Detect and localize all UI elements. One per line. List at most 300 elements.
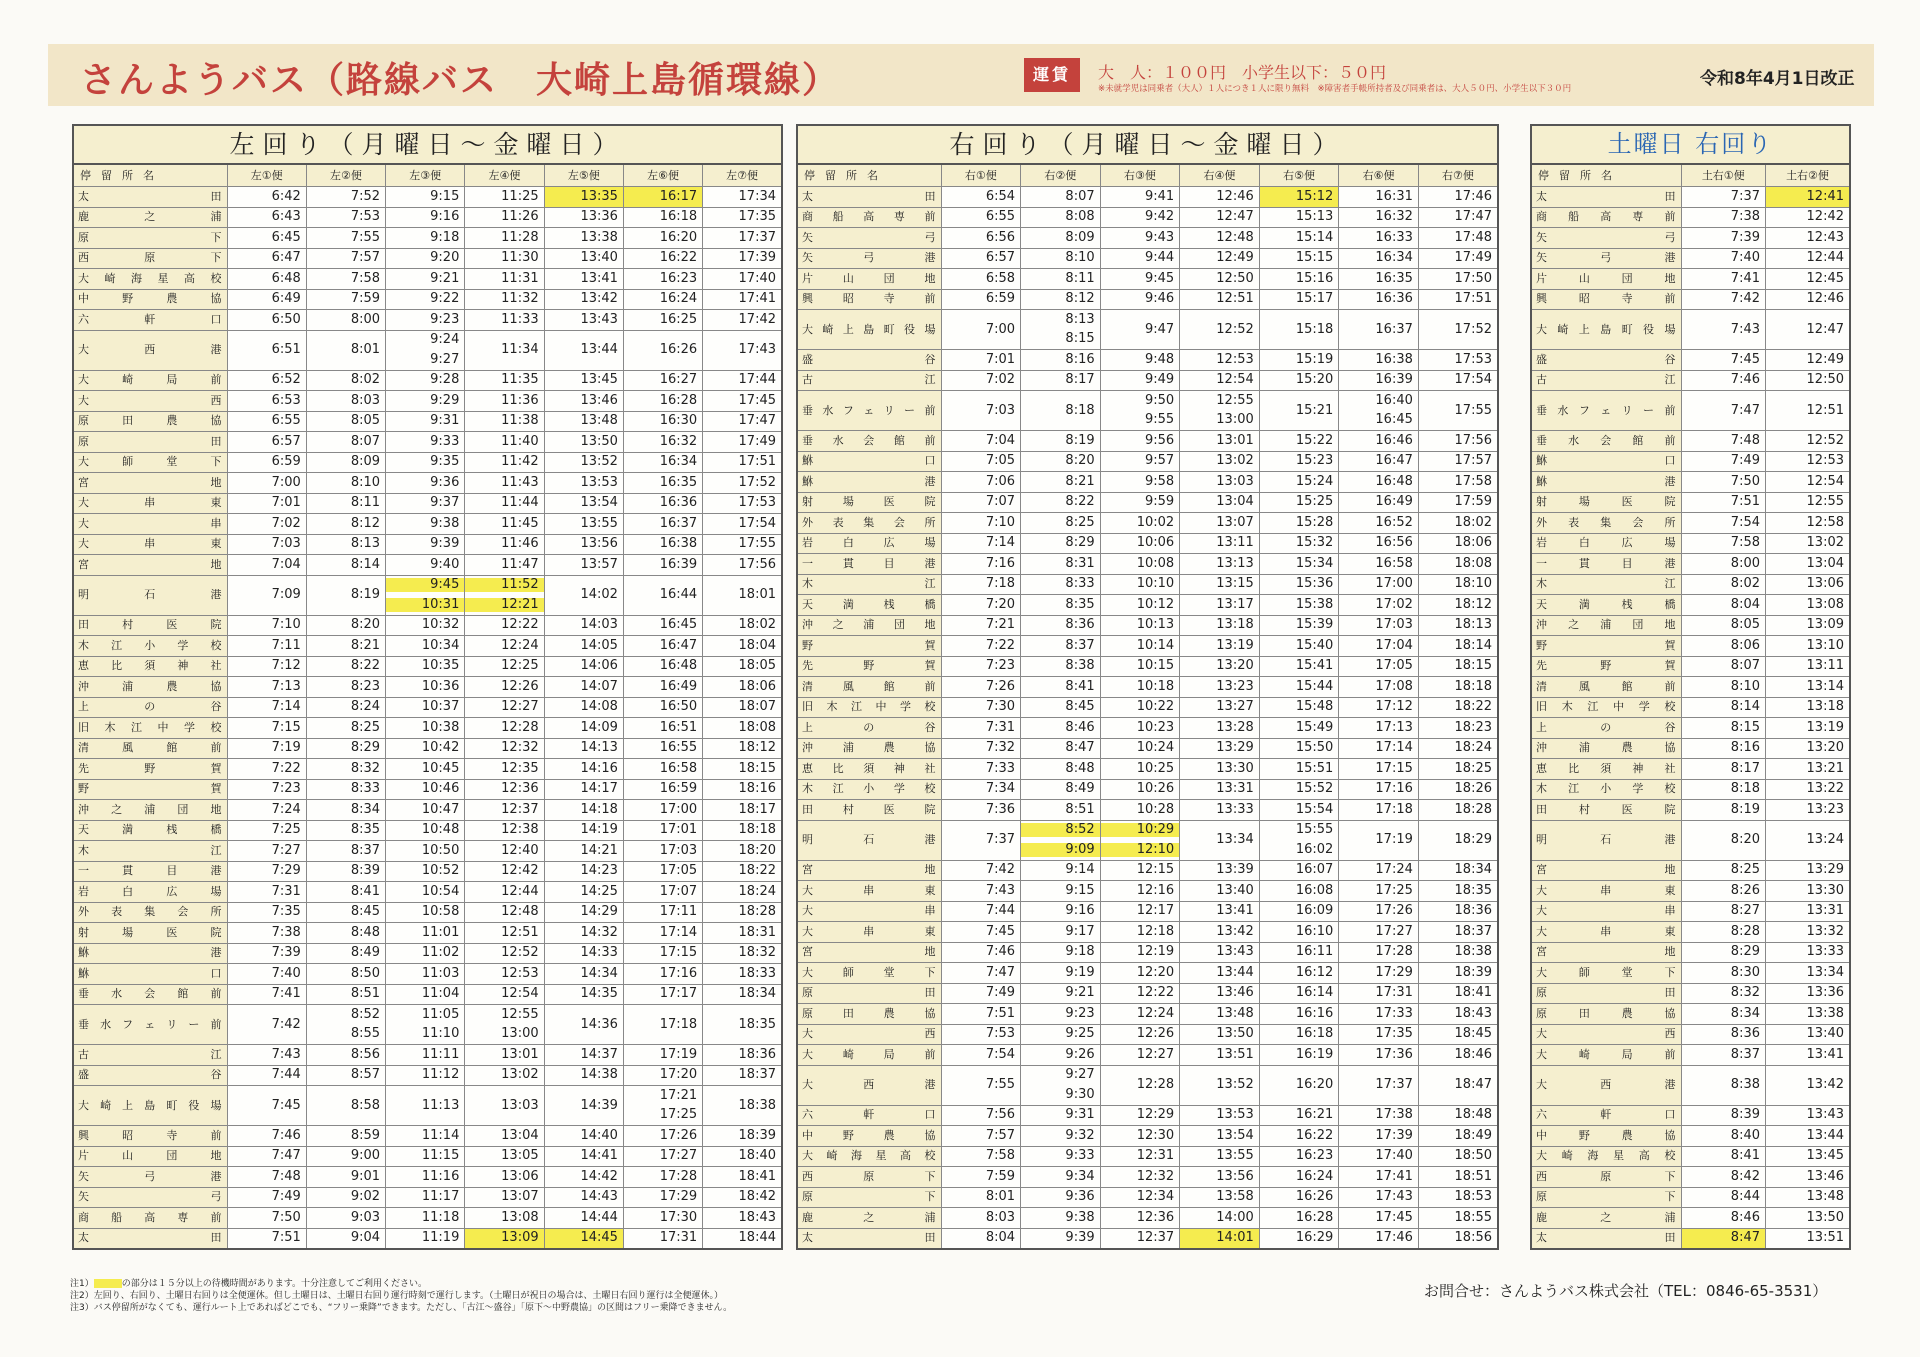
departure-time: 11:30 bbox=[465, 248, 544, 269]
departure-time: 13:07 bbox=[1180, 513, 1260, 534]
departure-time: 9:21 bbox=[386, 269, 465, 290]
table-row bbox=[1531, 1105, 1850, 1126]
departure-time: 14:41 bbox=[544, 1146, 623, 1167]
departure-time: 8:37 bbox=[1681, 1045, 1766, 1066]
departure-time: 18:28 bbox=[1418, 800, 1498, 821]
departure-time: 8:20 bbox=[1021, 451, 1101, 472]
stop-name: 鮴 口 bbox=[797, 451, 941, 472]
departure-time: 13:48 bbox=[1180, 1004, 1260, 1025]
departure-time: 7:53 bbox=[941, 1024, 1021, 1045]
departure-time: 17:29 bbox=[1339, 963, 1419, 984]
departure-time: 18:50 bbox=[1418, 1146, 1498, 1167]
stop-name: 田 村 医 院 bbox=[73, 615, 227, 636]
stop-name: 大 串 bbox=[1531, 901, 1681, 922]
departure-time: 13:45 bbox=[1766, 1146, 1851, 1167]
departure-time bbox=[1021, 1065, 1101, 1105]
departure-time: 18:13 bbox=[1418, 615, 1498, 636]
panel-title: 左回り（月曜日～金曜日） bbox=[72, 124, 783, 163]
stop-name: 垂 水 フ ェ リ ー 前 bbox=[1531, 391, 1681, 431]
stop-name: 原 田 農 協 bbox=[73, 411, 227, 432]
departure-time: 8:14 bbox=[306, 555, 385, 576]
arrive-depart-time: 16:40 bbox=[1375, 392, 1413, 408]
departure-time: 7:49 bbox=[227, 1187, 306, 1208]
departure-time: 7:57 bbox=[306, 248, 385, 269]
table-row bbox=[73, 943, 782, 964]
departure-time: 17:33 bbox=[1339, 1004, 1419, 1025]
departure-time: 16:48 bbox=[623, 656, 702, 677]
departure-time: 12:36 bbox=[1100, 1208, 1180, 1229]
departure-time: 12:50 bbox=[1180, 269, 1260, 290]
departure-time: 18:44 bbox=[703, 1228, 782, 1249]
departure-time: 8:42 bbox=[1681, 1167, 1766, 1188]
departure-time: 16:56 bbox=[1339, 533, 1419, 554]
table-row bbox=[1531, 779, 1850, 800]
departure-time: 8:47 bbox=[1021, 738, 1101, 759]
departure-time: 18:22 bbox=[1418, 697, 1498, 718]
departure-time: 10:26 bbox=[1100, 779, 1180, 800]
departure-time: 17:00 bbox=[1339, 574, 1419, 595]
departure-time: 13:54 bbox=[544, 493, 623, 514]
departure-time: 16:35 bbox=[623, 473, 702, 494]
table-row bbox=[1531, 983, 1850, 1004]
departure-time: 13:31 bbox=[1180, 779, 1260, 800]
departure-time: 18:36 bbox=[703, 1045, 782, 1066]
departure-time: 13:56 bbox=[1180, 1167, 1260, 1188]
departure-time: 17:45 bbox=[703, 391, 782, 412]
stop-name: 西 原 下 bbox=[73, 248, 227, 269]
departure-time: 17:31 bbox=[1339, 983, 1419, 1004]
departure-time: 9:17 bbox=[1021, 922, 1101, 943]
table-row bbox=[73, 473, 782, 494]
departure-time: 14:08 bbox=[544, 697, 623, 718]
departure-time: 17:29 bbox=[623, 1187, 702, 1208]
departure-time: 9:42 bbox=[1100, 207, 1180, 228]
table-row bbox=[1531, 492, 1850, 513]
departure-time: 10:12 bbox=[1100, 595, 1180, 616]
departure-time: 7:37 bbox=[941, 820, 1021, 860]
departure-time: 8:28 bbox=[1681, 922, 1766, 943]
departure-time: 17:30 bbox=[623, 1208, 702, 1229]
departure-time: 7:18 bbox=[941, 574, 1021, 595]
stop-name: 原 田 農 協 bbox=[797, 1004, 941, 1025]
departure-time: 16:21 bbox=[1259, 1105, 1339, 1126]
departure-time: 17:43 bbox=[1339, 1187, 1419, 1208]
stop-name: 太 田 bbox=[1531, 187, 1681, 208]
departure-time: 8:10 bbox=[1681, 677, 1766, 698]
table-row bbox=[797, 656, 1498, 677]
departure-time: 18:05 bbox=[703, 656, 782, 677]
departure-time: 7:46 bbox=[1681, 370, 1766, 391]
stop-name: 宮 地 bbox=[1531, 942, 1681, 963]
departure-time: 15:22 bbox=[1259, 431, 1339, 452]
departure-time: 17:28 bbox=[623, 1167, 702, 1188]
departure-time: 7:58 bbox=[306, 269, 385, 290]
departure-time: 8:20 bbox=[1681, 820, 1766, 860]
departure-time: 18:23 bbox=[1418, 718, 1498, 739]
departure-time: 13:50 bbox=[1180, 1024, 1260, 1045]
stop-name: 野 賀 bbox=[797, 636, 941, 657]
stop-name: 宮 地 bbox=[73, 473, 227, 494]
fare-badge: 運賃 bbox=[1024, 58, 1080, 92]
departure-time: 10:32 bbox=[386, 615, 465, 636]
departure-time: 7:05 bbox=[941, 451, 1021, 472]
departure-time: 7:00 bbox=[941, 310, 1021, 350]
departure-time: 11:47 bbox=[465, 555, 544, 576]
departure-time: 17:38 bbox=[1339, 1105, 1419, 1126]
departure-time: 15:18 bbox=[1259, 310, 1339, 350]
table-row bbox=[1531, 1065, 1850, 1105]
stop-name: 鹿 之 浦 bbox=[1531, 1208, 1681, 1229]
departure-time: 12:49 bbox=[1766, 350, 1851, 371]
departure-time: 7:14 bbox=[941, 533, 1021, 554]
departure-time: 17:35 bbox=[1339, 1024, 1419, 1045]
departure-time: 14:13 bbox=[544, 738, 623, 759]
stop-name: 沖 浦 農 協 bbox=[797, 738, 941, 759]
departure-time: 17:36 bbox=[1339, 1045, 1419, 1066]
departure-time: 13:30 bbox=[1180, 759, 1260, 780]
departure-time: 17:19 bbox=[1339, 820, 1419, 860]
departure-time: 14:35 bbox=[544, 984, 623, 1005]
departure-time: 13:17 bbox=[1180, 595, 1260, 616]
departure-time: 8:07 bbox=[1021, 187, 1101, 208]
table-row bbox=[73, 514, 782, 535]
table-row bbox=[797, 554, 1498, 575]
table-row bbox=[73, 432, 782, 453]
departure-time: 7:06 bbox=[941, 472, 1021, 493]
departure-time: 8:37 bbox=[1021, 636, 1101, 657]
departure-time: 13:50 bbox=[544, 432, 623, 453]
departure-time: 7:19 bbox=[227, 738, 306, 759]
fare-info: 大 人：１００円 小学生以下：５０円 bbox=[1098, 63, 1387, 82]
departure-time: 7:07 bbox=[941, 492, 1021, 513]
departure-time: 8:40 bbox=[1681, 1126, 1766, 1147]
departure-time: 7:59 bbox=[941, 1167, 1021, 1188]
departure-time: 17:43 bbox=[703, 330, 782, 370]
departure-time: 17:58 bbox=[1418, 472, 1498, 493]
stop-name: 旧 木 江 中 学 校 bbox=[797, 697, 941, 718]
table-row bbox=[1531, 1126, 1850, 1147]
stop-name: 恵 比 須 神 社 bbox=[797, 759, 941, 780]
departure-time: 17:41 bbox=[703, 289, 782, 310]
departure-time: 17:08 bbox=[1339, 677, 1419, 698]
departure-time: 17:57 bbox=[1418, 451, 1498, 472]
departure-time: 7:54 bbox=[1681, 513, 1766, 534]
departure-time: 13:52 bbox=[1180, 1065, 1260, 1105]
departure-time: 7:35 bbox=[227, 902, 306, 923]
table-row bbox=[73, 1208, 782, 1229]
departure-time: 8:39 bbox=[1681, 1105, 1766, 1126]
table-row bbox=[73, 800, 782, 821]
departure-time: 16:23 bbox=[623, 269, 702, 290]
departure-time: 17:15 bbox=[623, 943, 702, 964]
departure-time: 10:08 bbox=[1100, 554, 1180, 575]
departure-time: 18:02 bbox=[1418, 513, 1498, 534]
departure-time: 18:18 bbox=[1418, 677, 1498, 698]
departure-time: 7:11 bbox=[227, 636, 306, 657]
departure-time: 7:04 bbox=[941, 431, 1021, 452]
departure-time: 11:03 bbox=[386, 964, 465, 985]
departure-time: 11:17 bbox=[386, 1187, 465, 1208]
departure-time: 9:38 bbox=[1021, 1208, 1101, 1229]
departure-time: 13:03 bbox=[465, 1086, 544, 1126]
departure-time: 16:51 bbox=[623, 718, 702, 739]
stop-name: 六 軒 口 bbox=[797, 1105, 941, 1126]
table-row bbox=[797, 738, 1498, 759]
departure-time: 13:33 bbox=[1766, 942, 1851, 963]
table-row bbox=[797, 922, 1498, 943]
departure-time: 12:53 bbox=[1180, 350, 1260, 371]
stop-name: 恵 比 須 神 社 bbox=[73, 656, 227, 677]
table-row bbox=[797, 615, 1498, 636]
departure-time: 7:02 bbox=[941, 370, 1021, 391]
departure-time: 12:48 bbox=[1180, 228, 1260, 249]
stop-name: 盛 谷 bbox=[797, 350, 941, 371]
departure-time: 8:32 bbox=[306, 759, 385, 780]
stop-name: 大 串 東 bbox=[73, 534, 227, 555]
departure-time bbox=[386, 1005, 465, 1045]
departure-time: 9:18 bbox=[1021, 942, 1101, 963]
departure-time: 8:46 bbox=[1681, 1208, 1766, 1229]
arrive-depart-time: 11:10 bbox=[421, 1026, 460, 1042]
stop-name: 射 場 医 院 bbox=[1531, 492, 1681, 513]
departure-time: 12:41 bbox=[1766, 187, 1851, 208]
departure-time: 12:34 bbox=[1100, 1187, 1180, 1208]
stop-name: 天 満 桟 橋 bbox=[1531, 595, 1681, 616]
departure-time: 9:45 bbox=[1100, 269, 1180, 290]
departure-time: 6:58 bbox=[941, 269, 1021, 290]
stop-name: 商 船 高 専 前 bbox=[73, 1208, 227, 1229]
departure-time: 13:53 bbox=[544, 473, 623, 494]
footnotes bbox=[70, 1278, 732, 1314]
trip-header: 右③便 bbox=[1100, 164, 1180, 187]
table-row bbox=[1531, 228, 1850, 249]
table-row bbox=[73, 187, 782, 208]
table-row bbox=[73, 984, 782, 1005]
departure-time: 16:20 bbox=[1259, 1065, 1339, 1105]
departure-time: 17:02 bbox=[1339, 595, 1419, 616]
revision-date: 令和8年4月1日改正 bbox=[1700, 69, 1855, 89]
departure-time: 13:32 bbox=[1766, 922, 1851, 943]
departure-time: 9:18 bbox=[386, 228, 465, 249]
departure-time: 12:36 bbox=[465, 779, 544, 800]
departure-time: 13:22 bbox=[1766, 779, 1851, 800]
departure-time: 9:35 bbox=[386, 452, 465, 473]
table-row bbox=[1531, 513, 1850, 534]
departure-time: 16:47 bbox=[1339, 451, 1419, 472]
departure-time: 17:24 bbox=[1339, 860, 1419, 881]
departure-time: 9:38 bbox=[386, 514, 465, 535]
departure-time: 7:03 bbox=[941, 391, 1021, 431]
departure-time: 9:16 bbox=[1021, 901, 1101, 922]
table-row bbox=[73, 411, 782, 432]
stop-name: 沖 浦 農 協 bbox=[1531, 738, 1681, 759]
departure-time: 10:38 bbox=[386, 718, 465, 739]
arrive-depart-time: 8:15 bbox=[1065, 331, 1095, 347]
departure-time: 17:44 bbox=[703, 370, 782, 391]
departure-time: 13:24 bbox=[1766, 820, 1851, 860]
table-row bbox=[797, 472, 1498, 493]
departure-time: 10:34 bbox=[386, 636, 465, 657]
departure-time: 17:40 bbox=[703, 269, 782, 290]
departure-time: 14:42 bbox=[544, 1167, 623, 1188]
departure-time: 14:02 bbox=[544, 575, 623, 615]
departure-time: 13:35 bbox=[544, 187, 623, 208]
departure-time: 18:42 bbox=[703, 1187, 782, 1208]
stop-name: 六 軒 口 bbox=[73, 310, 227, 331]
departure-time: 10:54 bbox=[386, 882, 465, 903]
departure-time: 13:06 bbox=[1766, 574, 1851, 595]
departure-time: 13:04 bbox=[465, 1126, 544, 1147]
departure-time: 7:13 bbox=[227, 677, 306, 698]
stop-name: 原 田 bbox=[797, 983, 941, 1004]
stop-name: 宮 地 bbox=[1531, 860, 1681, 881]
departure-time: 7:46 bbox=[941, 942, 1021, 963]
trip-header: 土右②便 bbox=[1766, 164, 1851, 187]
departure-time: 7:01 bbox=[941, 350, 1021, 371]
departure-time: 12:55 bbox=[1766, 492, 1851, 513]
departure-time: 11:26 bbox=[465, 207, 544, 228]
departure-time: 15:51 bbox=[1259, 759, 1339, 780]
departure-time: 18:29 bbox=[1418, 820, 1498, 860]
table-row bbox=[73, 370, 782, 391]
table-row bbox=[73, 289, 782, 310]
departure-time: 16:55 bbox=[623, 738, 702, 759]
table-row bbox=[73, 555, 782, 576]
arrive-depart-time: 12:21 bbox=[465, 598, 543, 612]
stop-name: 鮴 港 bbox=[73, 943, 227, 964]
departure-time: 15:15 bbox=[1259, 248, 1339, 269]
stop-name: 太 田 bbox=[73, 1228, 227, 1249]
departure-time: 15:13 bbox=[1259, 207, 1339, 228]
departure-time: 7:31 bbox=[941, 718, 1021, 739]
stop-name: 大 西 bbox=[1531, 1024, 1681, 1045]
departure-time: 7:38 bbox=[1681, 207, 1766, 228]
departure-time: 17:15 bbox=[1339, 759, 1419, 780]
stop-name: 鮴 口 bbox=[73, 964, 227, 985]
departure-time: 16:25 bbox=[623, 310, 702, 331]
left-loop-weekday-panel bbox=[72, 124, 783, 1250]
departure-time: 11:36 bbox=[465, 391, 544, 412]
departure-time: 8:03 bbox=[306, 391, 385, 412]
departure-time: 7:40 bbox=[227, 964, 306, 985]
departure-time: 17:56 bbox=[703, 555, 782, 576]
table-row bbox=[1531, 269, 1850, 290]
table-row bbox=[73, 738, 782, 759]
stop-name: 矢 弓 港 bbox=[1531, 248, 1681, 269]
table-row bbox=[1531, 310, 1850, 350]
stop-name: 鮴 口 bbox=[1531, 451, 1681, 472]
departure-time: 8:02 bbox=[306, 370, 385, 391]
departure-time: 16:50 bbox=[623, 697, 702, 718]
departure-time: 7:48 bbox=[227, 1167, 306, 1188]
table-row bbox=[73, 1167, 782, 1188]
departure-time: 10:23 bbox=[1100, 718, 1180, 739]
departure-time: 8:15 bbox=[1681, 718, 1766, 739]
departure-time: 18:12 bbox=[1418, 595, 1498, 616]
departure-time: 9:16 bbox=[386, 207, 465, 228]
departure-time: 16:46 bbox=[1339, 431, 1419, 452]
departure-time: 18:33 bbox=[703, 964, 782, 985]
trip-header: 左①便 bbox=[227, 164, 306, 187]
departure-time: 12:25 bbox=[465, 656, 544, 677]
departure-time: 9:36 bbox=[1021, 1187, 1101, 1208]
table-row bbox=[1531, 451, 1850, 472]
departure-time: 13:20 bbox=[1766, 738, 1851, 759]
departure-time: 11:38 bbox=[465, 411, 544, 432]
departure-time: 8:11 bbox=[1021, 269, 1101, 290]
departure-time: 15:32 bbox=[1259, 533, 1339, 554]
departure-time: 7:55 bbox=[306, 228, 385, 249]
departure-time: 12:29 bbox=[1100, 1105, 1180, 1126]
departure-time: 11:16 bbox=[386, 1167, 465, 1188]
table-row bbox=[73, 330, 782, 370]
departure-time: 13:41 bbox=[544, 269, 623, 290]
departure-time: 9:37 bbox=[386, 493, 465, 514]
stop-name: 大 串 bbox=[797, 901, 941, 922]
departure-time: 17:18 bbox=[623, 1005, 702, 1045]
arrive-depart-time: 9:30 bbox=[1065, 1086, 1095, 1102]
stop-name: 垂 水 会 館 前 bbox=[73, 984, 227, 1005]
departure-time: 17:17 bbox=[623, 984, 702, 1005]
arrive-depart-time: 12:55 bbox=[1216, 392, 1254, 408]
departure-time: 13:01 bbox=[1180, 431, 1260, 452]
stop-name: 太 田 bbox=[73, 187, 227, 208]
stop-name: 一 貫 目 港 bbox=[73, 861, 227, 882]
stop-name: 岩 白 広 場 bbox=[1531, 533, 1681, 554]
departure-time: 17:54 bbox=[1418, 370, 1498, 391]
table-row bbox=[797, 248, 1498, 269]
departure-time: 8:12 bbox=[306, 514, 385, 535]
departure-time: 16:34 bbox=[1339, 248, 1419, 269]
departure-time: 16:22 bbox=[1259, 1126, 1339, 1147]
departure-time: 15:52 bbox=[1259, 779, 1339, 800]
table-row bbox=[73, 207, 782, 228]
departure-time: 12:28 bbox=[465, 718, 544, 739]
arrive-depart-time: 11:05 bbox=[421, 1006, 460, 1022]
departure-time: 17:51 bbox=[703, 452, 782, 473]
departure-time: 13:34 bbox=[1180, 820, 1260, 860]
departure-time: 17:53 bbox=[1418, 350, 1498, 371]
departure-time: 9:33 bbox=[1021, 1146, 1101, 1167]
departure-time: 8:20 bbox=[306, 615, 385, 636]
table-row bbox=[797, 697, 1498, 718]
departure-time: 18:10 bbox=[1418, 574, 1498, 595]
departure-time: 18:49 bbox=[1418, 1126, 1498, 1147]
table-row bbox=[1531, 718, 1850, 739]
departure-time: 8:19 bbox=[1021, 431, 1101, 452]
departure-time: 12:44 bbox=[1766, 248, 1851, 269]
table-row bbox=[73, 575, 782, 615]
stop-name: 沖 之 浦 団 地 bbox=[797, 615, 941, 636]
departure-time: 8:22 bbox=[306, 656, 385, 677]
table-row bbox=[797, 1208, 1498, 1229]
table-row bbox=[73, 534, 782, 555]
departure-time: 16:59 bbox=[623, 779, 702, 800]
departure-time: 12:46 bbox=[1766, 289, 1851, 310]
departure-time: 15:25 bbox=[1259, 492, 1339, 513]
departure-time: 9:58 bbox=[1100, 472, 1180, 493]
arrive-depart-time: 9:09 bbox=[1021, 843, 1100, 857]
departure-time: 12:47 bbox=[1180, 207, 1260, 228]
departure-time: 18:39 bbox=[1418, 963, 1498, 984]
departure-time: 7:47 bbox=[941, 963, 1021, 984]
departure-time: 18:43 bbox=[1418, 1004, 1498, 1025]
departure-time: 18:41 bbox=[703, 1167, 782, 1188]
stop-name: 興 昭 寺 前 bbox=[1531, 289, 1681, 310]
table-row bbox=[1531, 554, 1850, 575]
departure-time: 18:22 bbox=[703, 861, 782, 882]
departure-time: 13:08 bbox=[1766, 595, 1851, 616]
